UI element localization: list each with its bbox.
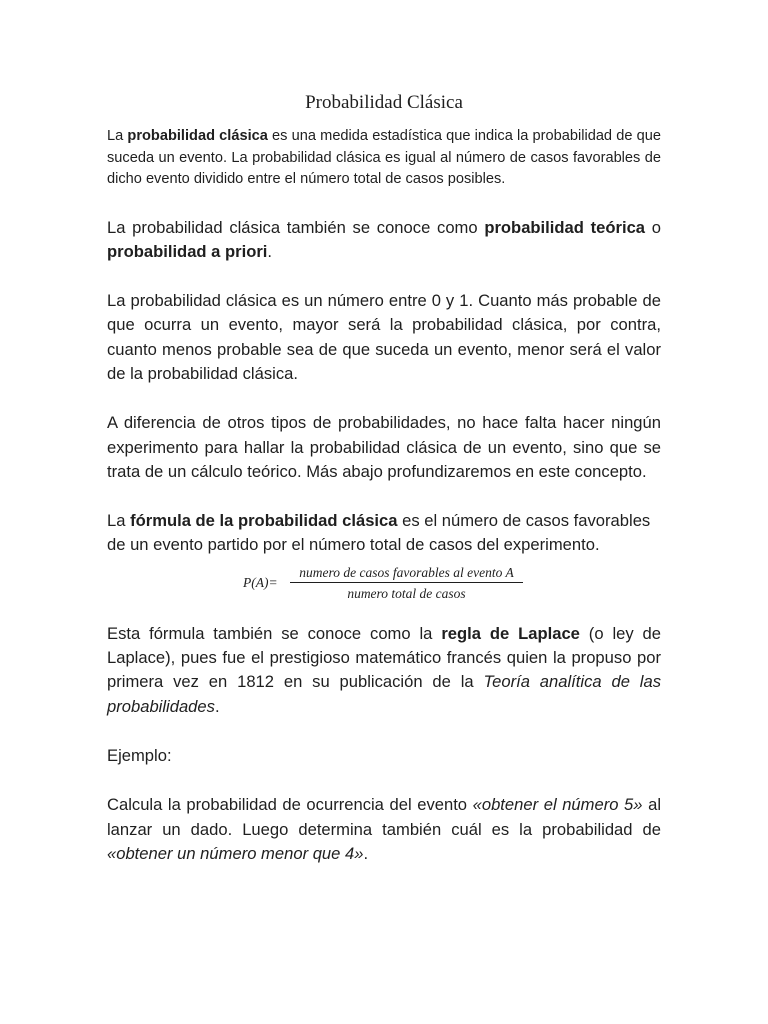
fraction-bar — [290, 582, 523, 583]
paragraph-difference: A diferencia de otros tipos de probabilidades, no hace falta hacer ningún experimento para hallar la probabilidad clásica de un evento, sino que se trata de un cálculo teórico. Más abajo profundizaremos en este concepto. — [107, 413, 661, 481]
formula-denominator: numero total de casos — [347, 585, 466, 601]
paragraph-range: La probabilidad clásica es un número entre 0 y 1. Cuanto más probable de que ocurra un evento, mayor será la probabilidad clásica, por contra, cuanto menos probable sea de que suceda un evento, menor será el valor de la probabilidad clásica. — [107, 291, 661, 383]
bold-term: probabilidad a priori — [107, 241, 268, 261]
text-span: . — [214, 696, 220, 716]
paragraph-definition — [107, 126, 661, 191]
paragraph-example — [107, 793, 661, 866]
formula-fraction — [290, 564, 523, 602]
italic-event: «obtener el número 5» — [472, 795, 643, 815]
text-span: La probabilidad clásica también se conoce como — [107, 217, 485, 237]
text-span: . — [363, 843, 369, 863]
text-span: es una medida estadística que indica la probabilidad de que suceda un evento. La probabilidad clásica es igual al número de casos favorables de dicho evento dividido entre el número total de casos posibles. — [107, 128, 661, 187]
bold-term: fórmula de la probabilidad clásica — [130, 511, 398, 531]
text-span: Calcula la probabilidad de ocurrencia del evento — [107, 795, 473, 815]
text-span: al lanzar un dado. Luego determina también cuál es la probabilidad de — [107, 795, 662, 839]
page-title: Probabilidad Clásica — [305, 92, 463, 113]
text-span: La — [107, 511, 131, 531]
text-span: . — [267, 241, 273, 261]
paragraph-laplace — [107, 622, 661, 719]
text-span: (o ley de Laplace), pues fue el prestigioso matemático francés quien la propuso por primera vez en 1812 en su publicación de la — [107, 623, 662, 692]
paragraph-example-heading: Ejemplo: — [107, 745, 172, 765]
formula-lhs: P(A)= — [243, 574, 278, 590]
italic-event: «obtener un número menor que 4» — [107, 843, 364, 863]
text-span: Esta fórmula también se conoce como la — [107, 623, 442, 643]
formula-numerator: numero de casos favorables al evento A — [299, 564, 514, 580]
bold-term: regla de Laplace — [441, 623, 580, 643]
document-page — [107, 90, 661, 891]
paragraph-formula-intro — [107, 509, 661, 558]
text-span: es el número de casos favorables de un evento partido por el número total de casos del experimento. — [107, 511, 651, 555]
paragraph-alias — [107, 216, 661, 265]
laplace-formula — [107, 564, 661, 606]
text-span: La — [107, 128, 128, 144]
italic-title: Teoría analítica de las probabilidades — [107, 672, 661, 716]
text-span: o — [645, 217, 662, 237]
bold-term: probabilidad clásica — [127, 128, 268, 144]
bold-term: probabilidad teórica — [484, 217, 646, 237]
